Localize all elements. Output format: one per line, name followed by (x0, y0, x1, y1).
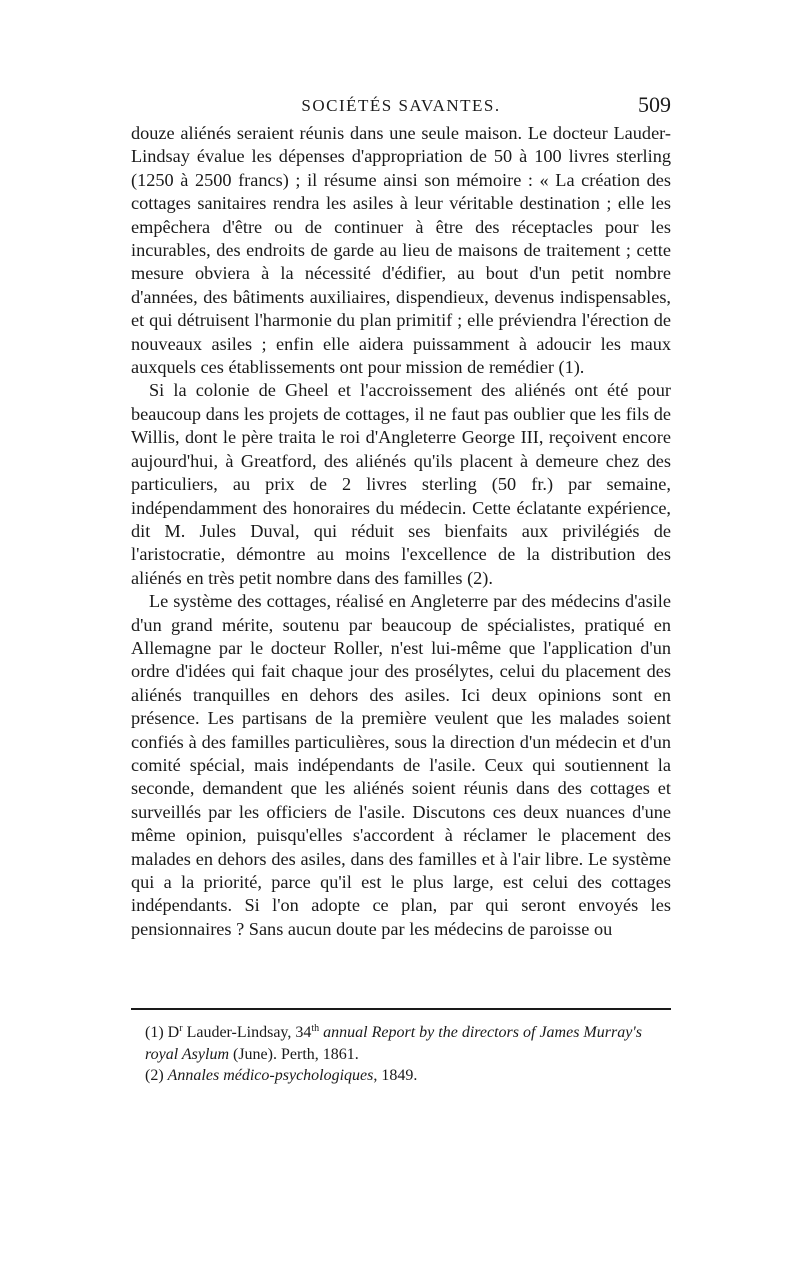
paragraph-cottage-system: Le système des cottages, réalisé en Angleterre par des médecins d'asile d'un grand mérite, soutenu par beaucoup de spécialistes, pratiqué en Allemagne par le docteur Roller, n'est lui-même que l'application d'un ordre d'idées qui fait chaque jour des prosélytes, celui du placement des aliénés tranquilles en dehors des asiles. Ici deux opinions sont en présence. Les partisans de la première veulent que les malades soient confiés à des familles particulières, sous la direction d'un médecin et d'un comité spécial, mais indépendants de l'asile. Ceux qui soutiennent la seconde, demandent que les aliénés soient réunis dans des cottages et surveillés par les officiers de l'asile. Discutons ces deux nuances d'une même opinion, puisqu'elles s'accordent à réclamer le placement des malades en dehors des asiles, dans des familles et à l'air libre. Le système qui a la priorité, parce qu'il est le plus large, est celui des cottages indépendants. Si l'on adopte ce plan, par qui seront envoyés les pensionnaires ? Sans aucun doute par les médecins de paroisse ou (131, 591, 671, 939)
footnote-1-prefix-sup: r (179, 1023, 183, 1034)
footnote-1-details: (June). Perth, 1861. (229, 1045, 359, 1063)
footnote-1-mark: (1) (145, 1024, 164, 1041)
page-number: 509 (638, 92, 671, 117)
paragraph-gheel: Si la colonie de Gheel et l'accroissement des aliénés ont été pour beaucoup dans les projets de cottages, il ne faut pas oublier que les fils de Willis, dont le père traita le roi d'Angleterre George III, reçoivent encore aujourd'hui, à Greatford, des aliénés qu'ils placent à demeure chez des particuliers, au prix de 2 livres sterling (50 fr.) par semaine, indépendamment des honoraires du médecin. Cette éclatante expérience, dit M. Jules Duval, qui réduit ses bienfaits aux privilégiés de l'aristocratie, démontre au moins l'excellence de la distribution des aliénés en très petit nombre dans des familles (2). (131, 380, 671, 588)
footnote-1-author: Lauder-Lindsay, 34 (182, 1024, 312, 1041)
footnote-1-title: annual Report by the directors of James Murray's royal Asylum (145, 1024, 642, 1063)
footnote-2-details: , 1849. (373, 1067, 418, 1084)
footnote-2 (131, 1065, 671, 1087)
page-header (131, 92, 671, 122)
footnote-2-title: Annales médico-psychologiques (167, 1067, 374, 1084)
paragraph-continued: douze aliénés seraient réunis dans une seule maison. Le docteur Lauder-Lindsay évalue les dépenses d'appropriation de 50 à 100 livres sterling (1250 à 2500 francs) ; il résume ainsi son mémoire : « La création des cottages sanitaires rendra les asiles à leur véritable destination ; elle les empêchera d'être ou de continuer à être des réceptacles pour les incurables, des endroits de garde au lieu de maisons de traitement ; cette mesure obviera à la nécessité d'édifier, au bout d'un petit nombre d'années, des bâtiments auxiliaires, dispendieux, devenus indispensables, et qui détruisent l'harmonie du plan primitif ; elle préviendra l'érection de nouveaux asiles ; enfin elle aidera puissamment à adoucir les maux auxquels ces établissements ont pour mission de remédier (1). (131, 123, 671, 378)
footnote-2-mark: (2) (145, 1067, 164, 1084)
footnotes (131, 1022, 671, 1087)
running-title: SOCIÉTÉS SAVANTES. (301, 96, 501, 115)
footnote-1 (131, 1022, 671, 1065)
footnote-1-ordinal-sup: th (311, 1023, 320, 1034)
footnote-1-prefix: D (167, 1024, 180, 1041)
footnote-divider (131, 1008, 671, 1010)
body-text (131, 122, 671, 941)
